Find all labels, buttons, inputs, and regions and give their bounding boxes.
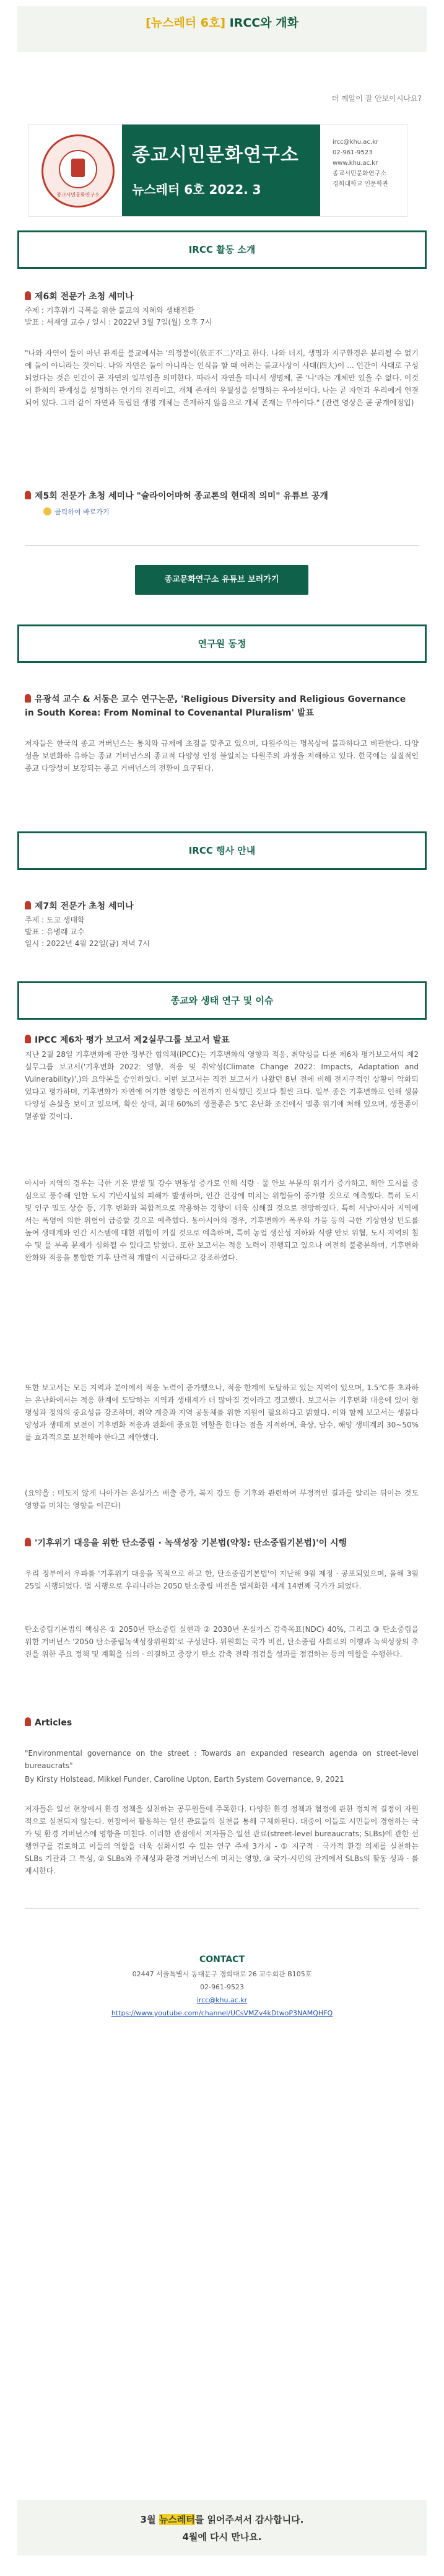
research-body: 저자들은 한국의 종교 거버넌스는 통치와 규제에 초점을 맞추고 있으며, 다원주의는 명목상에 불과하다고 비판한다. 다양성을 보편화하 유하는 종교 거버넌스의 종교적 다양성 인정 불일치는 다원주의 과정을 저해하고 있다. 한국에는 실질적인 종교 다양성이 보장되는 종교 거버넌스의 전환이 요구된다. xyxy=(25,739,419,773)
pin-icon xyxy=(25,1538,31,1546)
institute-logo: 종교시민문화연구소 xyxy=(41,134,115,208)
ipcc-note: (요약을 : 미도지 않게 나아가는 온실가스 배출 증가, 복지 강도 등 기후와 관련하여 부정적인 결과를 알리는 뒤이는 것도 영향을 미치는 영향을 이끈다) xyxy=(25,1489,419,1510)
seminar5-link[interactable]: 클릭하여 바로가기 xyxy=(43,507,110,518)
banner xyxy=(28,124,407,217)
newsletter-highlight: 뉴스레터 xyxy=(159,2514,195,2525)
ipcc-body-2: 아시아 지역의 경우는 극한 기온 발생 및 강수 변동성 증가로 인해 식량 · 물 안보 부문의 위기가 증가하고, 해안 도시를 중심으로 풍수해 인한 도시 기반시설의 피해가 발생하며, 인간 건강에 미치는 위험들이 증가할 것으로 예측했다. 특히 도시 및 인구 밀도 상승 등, 기후 변화와 복합적으로 작용하는 경향이 더욱 심해질 것으로 전망하였다. 특히 서남아시아 지역에서는 폭염에 의한 위험이 급증할 것으로 예측했다. 동아시아의 경우, 기후변화가 폭우와 가뭄 등의 극한 기상현상 빈도를 높여 생태계와 인간 시스템에 대한 위험이 커질 것으로 예측하며, 특히 농업 생산성 저하와 식량 안보 위협, 도시 지역의 침수 및 물 부족 문제가 심화될 수 있다고 밝혔다. 또한 보고서는 적응 노력이 진행되고 있으나 여전히 불충분하며, 기후변화 완화와 적응을 통합한 기후 탄력적 개발이 시급하다고 강조하였다. xyxy=(25,1179,419,1262)
research-title: 유광석 교수 & 서동은 교수 연구논문, 'Religious Diversity and Religious Governance in South Korea: From Nominal to Covenantal Pluralism' 발표 xyxy=(25,694,406,718)
greeting-text: 더 깨알이 잘 안보이시나요? xyxy=(331,94,422,103)
contact-block xyxy=(17,1952,427,2020)
seminar6-body: "나와 자연이 둘이 아닌 관계를 불교에서는 '의정불이(依正不二)'라고 한다. 나와 더지, 생명과 지구환경은 분리될 수 없기에 둘이 아니라는 것이다. 나와 자연은 둘이 아니라는 인식을 할 때 여러는 불교사상이 사대(四大)이 ... 인간이 사대로 구성되었다는 것은 인간이 곧 자연의 일부임을 의미한다. 따라서 자연을 떠나서 생명체, 곧 '나'라는 개체만 있을 수 없다. 이것이 환희의 관계성을 설명하는 연기의 진리이고, 개체 존재의 우월성을 설명하는 우아설이다. 나는 곧 자연과 우리에게 연결되어 있다. 그러 같이 자연과 독립된 생명 개체는 존재하지 않음으로 개체 존재는 무아이다." (관련 영상은 곧 공개예정입) xyxy=(25,349,419,407)
ipcc-body-3: 또한 보고서는 모든 지역과 분야에서 적응 노력이 증가했으나, 적응 한계에 도달하고 있는 지역이 있으며, 1.5℃를 초과하는 온난화에서는 적응 한계에 도달하는 지역과 생태계가 더 많아질 것이라고 경고했다. 보고서는 기후변화 대응에 있어 형평성과 정의의 중요성을 강조하며, 취약 계층과 지역 공동체를 위한 지원이 필요하다고 밝혔다. 이와 함께 보고서는 생물다양성과 생태계 보전이 기후변화 적응과 완화에 중요한 역할을 한다는 점을 지적하며, 육상, 담수, 해양 생태계의 30~50%를 효과적으로 보전해야 한다고 제안했다. xyxy=(25,1383,419,1442)
pin-icon xyxy=(25,1035,31,1043)
banner-building: 경희대학교 인문학관 xyxy=(333,181,389,188)
pin-icon xyxy=(25,291,31,300)
section-events: IRCC 행사 안내 xyxy=(17,831,427,870)
pin-icon xyxy=(25,694,31,703)
article-citation: "Environmental governance on the street : Towards an expanded research agenda on street-level bureaucrats" xyxy=(25,1749,419,1770)
footer-thanks: 3월 뉴스레터를 읽어주셔서 감사합니다. 4월에 다시 만나요. xyxy=(17,2500,427,2556)
issue-label: 뉴스레터 6호 2022. 3 xyxy=(132,182,261,197)
pin-icon xyxy=(25,1717,31,1726)
article-body: 저자들은 일선 현장에서 환경 정책을 실천하는 공무원들에 주목한다. 다양한 환경 정책과 협정에 관한 정치적 결정이 자원적으로 실천되지 않는다. 현장에서 활동하는 일선 관료들의 실천을 통해 구체화된다. 대중이 이들로 시민들이 경험하는 국가 및 환경 거버넌스에 영향을 미친다. 이러한 관점에서 저자들은 일선 관료(street-level bureaucrats; SLBs)에 관한 선행연구를 검토하고 이들의 역할을 더욱 심화시킬 수 있는 연구 주제 3가지 - ① 지구적 · 국가적 환경 의제를 실천하는 SLBs 기관과 그 특성, ② SLBs와 주체성과 환경 거버넌스에 미치는 영향, ③ 국가-시민의 관계에서 SLBs의 활동 성과 - 를 제시한다. xyxy=(25,1805,419,1875)
seminar6-meta: 주제 : 기후위기 극복을 위한 불교의 지혜와 생태전환 발표 : 서재영 교수 / 일시 : 2022년 3월 7일(월) 오후 7시 xyxy=(25,306,212,326)
law-body-1: 우리 정부에서 우파를 '기후위기 대응을 목적으로 하고 한, 탄소중립기본법'이 지난해 9월 제정 · 공포되었으며, 올해 3월 25일 시행되었다. 법 시행으로 우리나라는 2050 탄소중립 비전을 법제화한 세계 14번째 국가가 되었다. xyxy=(25,1569,419,1590)
page-title xyxy=(17,10,427,36)
law-title: '기후위기 대응을 위한 탄소중립 · 녹색성장 기본법(약칭: 탄소중립기본법)'이 시행 xyxy=(25,1536,415,1550)
contact-youtube-link[interactable]: https://www.youtube.com/channel/UCsVMZv4kDtwoP3NAMQHFQ xyxy=(111,2009,333,2017)
youtube-button[interactable]: 종교문화연구소 유튜브 보러가기 xyxy=(135,565,308,595)
hand-icon xyxy=(43,507,51,515)
ipcc-body-1: 지난 2월 28일 기후변화에 관한 정부간 협의체(IPCC)는 기후변화의 영향과 적응, 취약성을 다룬 제6차 평가보고서의 제2실무그룹 보고서('기후변화 2022: 영향, 적응 및 취약성(Climate Change 2022: Impacts, Adaptation and Vulnerability)',)와 요약본을 승인하였다. 이번 보고서는 직전 보고서가 나왔던 8년 전에 비해 전지구적인 상황이 악화되었다고 평가하며, 기후변화가 자연에 여기한 영향은 이전까지 인식했던 것보다 훨씬 크다. 일부 종은 기후변화로 인해 생물다양성 손실을 보이고 있으며, 확산 상태, 최대 60%의 생물종은 5℃ 온난화 조건에서 멸종 위기에 처해 있으며, 생물종이 멸종할 것이다. xyxy=(25,1050,419,1121)
law-body-2: 탄소중립기본법의 핵심은 ① 2050년 탄소중립 실현과 ② 2030년 온실가스 감축목표(NDC) 40%, 그리고 ③ 탄소중립을 위한 거버넌스 '2050 탄소중립녹색성장위원회'로 구성된다. 위원회는 국가 비전, 탄소중립 사회로의 이행과 녹색성장의 추진을 위한 주요 정책 및 계획을 심의 · 의결하고 중장기 탄소 감축 전략 점검을 성과를 점검하는 등의 역할을 수행한다. xyxy=(25,1625,419,1658)
section-religion-eco: 종교와 생태 연구 및 이슈 xyxy=(17,981,427,1020)
ipcc-title: IPCC 제6차 평가 보고서 제2실무그룹 보고서 발표 xyxy=(25,1033,415,1047)
seminar6-title: 제6회 전문가 초청 세미나 xyxy=(25,290,415,304)
article-authors: By Kirsty Holstead, Mikkel Funder, Caroline Upton, Earth System Governance, 9, 2021 xyxy=(25,1775,344,1784)
articles-title: Articles xyxy=(25,1716,415,1730)
divider xyxy=(25,1908,419,1909)
seminar7-meta: 주제 : 도교 생태학 발표 : 유병래 교수 일시 : 2022년 4월 22일(금) 저녁 7시 xyxy=(25,916,150,948)
contact-heading: CONTACT xyxy=(199,1955,245,1965)
issue-bracket: [뉴스레터 6호] xyxy=(146,16,226,30)
title-text: IRCC와 개화 xyxy=(225,16,298,30)
banner-site: www.khu.ac.kr xyxy=(333,160,378,167)
seminar7-title: 제7회 전문가 초청 세미나 xyxy=(25,900,415,913)
pin-icon xyxy=(25,491,31,499)
seminar5-title: 제5회 전문가 초청 세미나 "슐라이어마허 종교론의 현대적 의미" 유튜브 공개 xyxy=(25,489,415,503)
section-ircc-news: IRCC 활동 소개 xyxy=(17,230,427,269)
banner-org: 종교시민문화연구소 xyxy=(333,170,386,177)
section-research: 연구원 동정 xyxy=(17,624,427,663)
banner-contact-info xyxy=(333,137,388,190)
footer-line2: 4월에 다시 만나요. xyxy=(182,2531,262,2543)
institute-name: 종교시민문화연구소 xyxy=(132,144,299,166)
pin-icon xyxy=(25,901,31,909)
banner-phone: 02-961-9523 xyxy=(333,149,373,156)
contact-phone: 02-961-9523 xyxy=(200,1983,244,1991)
banner-email: ircc@khu.ac.kr xyxy=(333,139,379,146)
contact-address: 02447 서울특별시 동대문구 경희대로 26 교수회관 B105호 xyxy=(132,1970,312,1978)
banner-title-block xyxy=(122,125,320,216)
divider xyxy=(25,545,419,546)
contact-email-link[interactable]: ircc@khu.ac.kr xyxy=(196,1996,248,2004)
